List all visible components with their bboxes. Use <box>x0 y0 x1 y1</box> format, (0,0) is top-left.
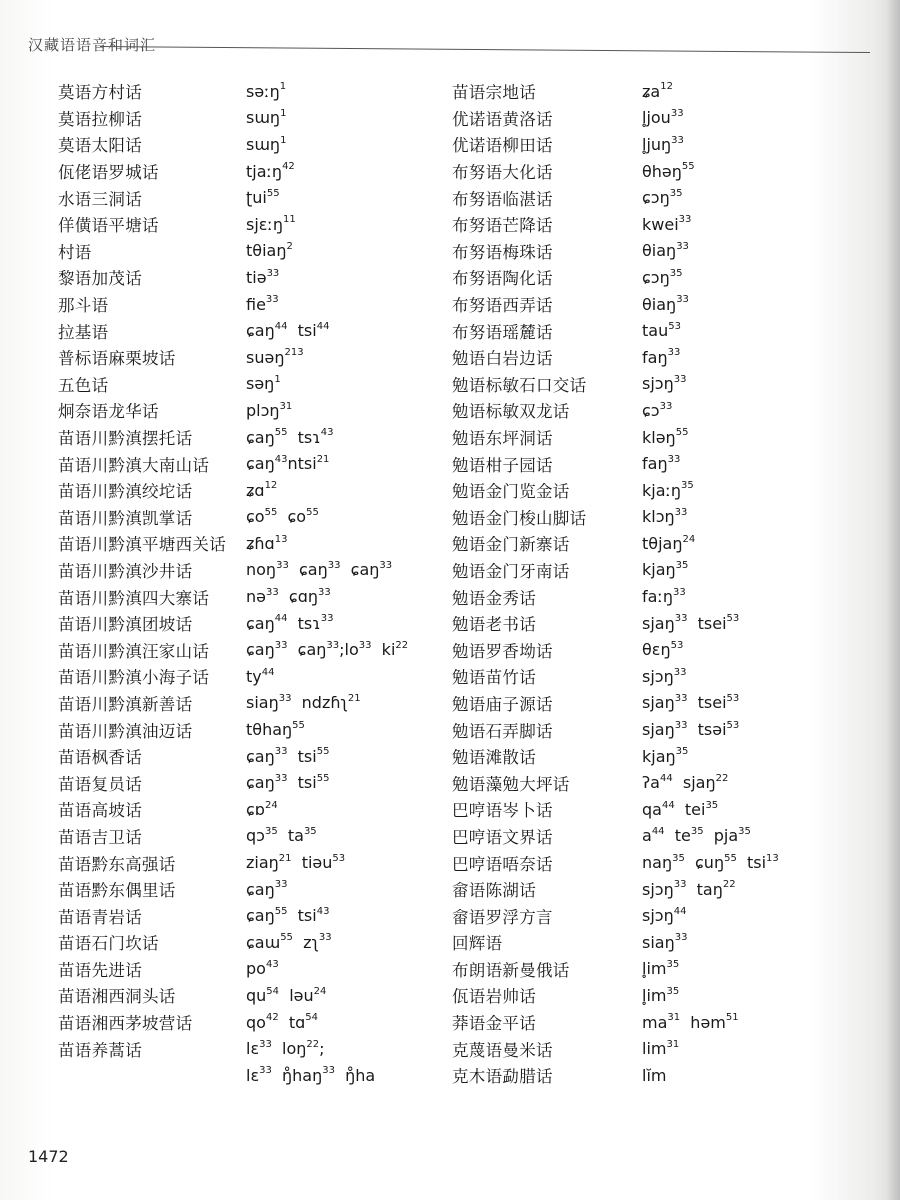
dialect-name: 五色话 <box>58 375 109 395</box>
dialect-name: 苗语青岩话 <box>58 907 142 927</box>
ipa-transcription: tθiaŋ$^2$ <box>246 241 293 261</box>
entry-row <box>58 610 438 637</box>
ipa-transcription: plɔŋ$^{31}$ <box>246 400 293 420</box>
dialect-name: 苗语黔东偶里话 <box>58 881 176 901</box>
entry-row <box>452 184 872 211</box>
entry-row <box>58 78 438 105</box>
ipa-transcription: sɯŋ$^1$ <box>246 108 287 128</box>
entry-row <box>58 238 438 265</box>
dialect-name: 苗语高坡话 <box>58 801 142 821</box>
entry-row <box>452 317 872 344</box>
dialect-name: 勉语标敏双龙话 <box>452 402 570 422</box>
ipa-transcription: tau$^{53}$ <box>642 320 681 341</box>
entry-row <box>58 663 438 690</box>
ipa-transcription: tjaːŋ$^{42}$ <box>246 161 295 181</box>
dialect-name: 苗语先进话 <box>58 960 142 980</box>
entry-row <box>58 1062 438 1089</box>
ipa-transcription: sjaŋ$^{33}$ tsəi$^{53}$ <box>642 719 740 740</box>
entry-row <box>452 424 872 451</box>
running-head: 汉藏语语音和词汇 <box>28 36 157 54</box>
ipa-transcription: lɛ$^{33}$ ŋ̊haŋ$^{33}$ ŋ̊ha <box>246 1065 376 1085</box>
dialect-name: 布努语瑶麓话 <box>452 322 553 342</box>
dialect-name: 勉语石弄脚话 <box>452 721 553 741</box>
ipa-transcription: faːŋ$^{33}$ <box>642 586 686 607</box>
entry-row <box>58 902 438 929</box>
ipa-transcription: qɔ$^{35}$ $ta^{35}$ <box>246 826 317 846</box>
ipa-transcription: θɛŋ$^{53}$ <box>642 639 684 660</box>
ipa-transcription: kjaːŋ$^{35}$ <box>642 480 694 500</box>
entry-row <box>58 105 438 132</box>
ipa-transcription: $po^{43}$ <box>246 959 279 979</box>
dialect-name: 布努语大化话 <box>452 163 553 183</box>
ipa-transcription: səːŋ$^1$ <box>246 81 287 101</box>
entry-row <box>452 78 872 105</box>
ipa-transcription: $l̥im^{35}$ <box>642 985 680 1005</box>
ipa-transcription: ɕaŋ$^{33}$ <box>246 879 288 899</box>
entry-row <box>452 876 872 903</box>
dialect-name: 苗语川黔滇凯掌话 <box>58 508 193 528</box>
entry-row <box>452 1062 872 1089</box>
entry-row <box>58 424 438 451</box>
ipa-transcription: səŋ$^1$ <box>246 374 281 394</box>
entry-row <box>58 317 438 344</box>
dialect-name: 苗语川黔滇绞坨话 <box>58 482 193 502</box>
dialect-name: 佤佬语罗城话 <box>58 163 159 183</box>
entry-row <box>452 743 872 770</box>
dialect-name: 布努语临湛话 <box>452 189 553 209</box>
dialect-name: 苗语湘西洞头话 <box>58 987 176 1007</box>
ipa-transcription: tiə$^{33}$ <box>246 267 280 287</box>
entry-row <box>452 583 872 610</box>
dialect-name: 苗语枫香话 <box>58 748 142 768</box>
ipa-transcription: ʑa$^{12}$ <box>642 81 673 101</box>
dialect-name: 勉语罗香坳话 <box>452 641 553 661</box>
entry-row <box>58 1035 438 1062</box>
entry-row <box>58 291 438 318</box>
ipa-transcription: ɕaŋ$^{44}$ tsi$^{44}$ <box>246 320 330 341</box>
entry-row <box>452 982 872 1009</box>
dialect-name: 回辉语 <box>452 934 503 954</box>
dialect-name: 苗语川黔滇油迈话 <box>58 721 193 741</box>
entry-row <box>58 184 438 211</box>
entry-row <box>452 636 872 663</box>
dialect-name: 克蔑语曼米话 <box>452 1040 553 1060</box>
dialect-name: 苗语石门坎话 <box>58 934 159 954</box>
dialect-name: 勉语滩散话 <box>452 748 536 768</box>
dialect-name: 那斗语 <box>58 296 109 316</box>
entry-row <box>58 690 438 717</box>
ipa-transcription: suəŋ$^{213}$ <box>246 347 304 367</box>
entry-row <box>58 823 438 850</box>
ipa-transcription: ɕɔŋ$^{35}$ <box>642 187 683 208</box>
ipa-transcription: ʈui$^{55}$ <box>246 187 280 208</box>
dialect-name: 苗语湘西茅坡营话 <box>58 1014 193 1034</box>
ipa-transcription: sjɔŋ$^{44}$ <box>642 905 687 926</box>
ipa-transcription: siaŋ$^{33}$ <box>642 932 688 952</box>
dialect-name: 勉语柑子园话 <box>452 455 553 475</box>
entry-row <box>452 1009 872 1036</box>
entry-row <box>452 716 872 743</box>
entry-row <box>58 158 438 185</box>
dialect-name: 勉语金门览金话 <box>452 482 570 502</box>
dialect-name: 勉语金秀话 <box>452 588 536 608</box>
dialect-name: 布努语陶化话 <box>452 269 553 289</box>
entry-row <box>58 131 438 158</box>
ipa-transcription: klɔŋ$^{33}$ <box>642 506 688 527</box>
ipa-transcription: naŋ$^{35}$ ɕuŋ$^{55}$ tsi$^{13}$ <box>642 852 779 873</box>
ipa-transcription: $qu^{54}$ ləu$^{24}$ <box>246 985 327 1005</box>
ipa-transcription: ɕaŋ$^{33}$ $ɕaŋ^{33};lo^{33}$ $ki^{22}$ <box>246 639 409 660</box>
entry-row <box>58 211 438 238</box>
ipa-transcription: ɕaŋ$^{55}$ tsi$^{43}$ <box>246 905 330 926</box>
page-number: 1472 <box>28 1147 69 1166</box>
ipa-transcription: siaŋ$^{33}$ ndzɦʅ$^{21}$ <box>246 693 361 713</box>
ipa-transcription: ɕɒ$^{24}$ <box>246 799 278 819</box>
ipa-transcription: l̥juŋ$^{33}$ <box>642 134 684 154</box>
dialect-name: 村语 <box>58 242 92 262</box>
ipa-transcription: ɕaɯ$^{55}$ zʅ$^{33}$ <box>246 932 332 952</box>
dialect-name: 优诺语柳田话 <box>452 136 553 156</box>
ipa-transcription: ʑɑ$^{12}$ <box>246 480 278 500</box>
entry-row <box>452 291 872 318</box>
page-edge-shadow <box>886 0 900 1200</box>
entry-row <box>58 929 438 956</box>
dialect-name: 水语三洞话 <box>58 189 142 209</box>
ipa-transcription: kwei$^{33}$ <box>642 214 692 234</box>
dialect-name: 苗语川黔滇摆托话 <box>58 429 193 449</box>
ipa-transcription: ɕɔ$^{33}$ <box>642 400 673 420</box>
dialect-name: 勉语白岩边话 <box>452 349 553 369</box>
dialect-name: 畲语陈湖话 <box>452 881 536 901</box>
ipa-transcription: ɕo$^{55}$ ɕo$^{55}$ <box>246 506 319 527</box>
dialect-name: 炯奈语龙华话 <box>58 402 159 422</box>
ipa-transcription: $l̥im^{35}$ <box>642 959 680 979</box>
dialect-name: 莽语金平话 <box>452 1014 536 1034</box>
dialect-name: 苗语川黔滇四大寨话 <box>58 588 210 608</box>
dialect-name: 布努语西弄话 <box>452 296 553 316</box>
ipa-transcription: lɛ$^{33}$ loŋ$^{22}$; <box>246 1038 325 1059</box>
ipa-transcription: $a^{44}$ $te^{35}$ pja$^{35}$ <box>642 826 751 846</box>
dialect-name: 普标语麻栗坡话 <box>58 349 176 369</box>
ipa-transcription: faŋ$^{33}$ <box>642 347 681 367</box>
ipa-transcription: θiaŋ$^{33}$ <box>642 294 689 314</box>
entry-row <box>58 769 438 796</box>
entry-row <box>58 796 438 823</box>
entry-row <box>58 716 438 743</box>
entry-row <box>452 690 872 717</box>
ipa-transcription: ʑɦɑ$^{13}$ <box>246 533 288 553</box>
ipa-transcription: l̥jou$^{33}$ <box>642 108 684 128</box>
ipa-transcription: θiaŋ$^{33}$ <box>642 241 689 261</box>
entry-row <box>452 530 872 557</box>
ipa-transcription: $ty^{44}$ <box>246 666 275 686</box>
ipa-transcription: sɯŋ$^1$ <box>246 134 287 154</box>
dialect-name: 勉语苗竹话 <box>452 668 536 688</box>
entry-row <box>58 450 438 477</box>
ipa-transcription: ɕaŋ$^{44}$ tsɿ$^{33}$ <box>246 613 334 633</box>
ipa-transcription: tθjaŋ$^{24}$ <box>642 533 696 553</box>
entry-row <box>452 610 872 637</box>
entry-row <box>452 371 872 398</box>
entry-row <box>452 477 872 504</box>
ipa-transcription: $qa^{44}$ tei$^{35}$ <box>642 799 719 819</box>
entry-row <box>452 211 872 238</box>
ipa-transcription: sjɛːŋ$^{11}$ <box>246 214 296 234</box>
ipa-transcription: tθhaŋ$^{55}$ <box>246 719 305 740</box>
entry-row <box>58 876 438 903</box>
ipa-transcription: kjaŋ$^{35}$ <box>642 746 689 766</box>
ipa-transcription: ziaŋ$^{21}$ tiəu$^{53}$ <box>246 852 346 873</box>
dialect-name: 莫语方村话 <box>58 83 142 103</box>
ipa-transcription: $ma^{31}$ həm$^{51}$ <box>642 1012 739 1032</box>
entry-row <box>58 636 438 663</box>
entry-row <box>58 371 438 398</box>
dialect-name: 苗语川黔滇团坡话 <box>58 615 193 635</box>
left-column <box>58 78 438 1089</box>
dialect-name: 佯僙语平塘话 <box>58 216 159 236</box>
entry-row <box>452 344 872 371</box>
dialect-name: 勉语标敏石口交话 <box>452 375 587 395</box>
entry-row <box>58 530 438 557</box>
dialect-name: 巴哼语文界话 <box>452 827 553 847</box>
ipa-transcription: ʔa$^{44}$ sjaŋ$^{22}$ <box>642 772 729 793</box>
dialect-name: 勉语金门新寨话 <box>452 535 570 555</box>
dialect-name: 莫语太阳话 <box>58 136 142 156</box>
dialect-name: 布朗语新曼俄话 <box>452 960 570 980</box>
entry-row <box>58 264 438 291</box>
dialect-name: 佤语岩帅话 <box>452 987 536 1007</box>
dialect-name: 巴哼语岑卜话 <box>452 801 553 821</box>
entry-row <box>58 583 438 610</box>
entry-row <box>452 105 872 132</box>
entry-row <box>452 1035 872 1062</box>
dialect-name: 布努语芒降话 <box>452 216 553 236</box>
dialect-name: 苗语复员话 <box>58 774 142 794</box>
ipa-transcription: faŋ$^{33}$ <box>642 453 681 474</box>
dialect-name: 苗语黔东高强话 <box>58 854 176 874</box>
ipa-transcription: noŋ$^{33}$ ɕaŋ$^{33}$ ɕaŋ$^{33}$ <box>246 560 393 580</box>
dialect-name: 勉语老书话 <box>452 615 536 635</box>
entry-row <box>58 397 438 424</box>
dialect-name: 巴哼语唔奈话 <box>452 854 553 874</box>
ipa-transcription: $\lim^{31}$ <box>642 1038 680 1059</box>
ipa-transcription: kjaŋ$^{35}$ <box>642 560 689 580</box>
ipa-transcription: sjɔŋ$^{33}$ taŋ$^{22}$ <box>642 879 736 899</box>
entry-row <box>452 663 872 690</box>
ipa-transcription: sjɔŋ$^{33}$ <box>642 666 687 686</box>
ipa-transcription: ɕaŋ$^{33}$ tsi$^{55}$ <box>246 772 330 793</box>
dialect-name: 勉语庙子源话 <box>452 694 553 714</box>
entry-row <box>452 557 872 584</box>
dialect-name: 苗语吉卫话 <box>58 827 142 847</box>
entry-row <box>58 1009 438 1036</box>
dialect-name: 勉语金门梭山脚话 <box>452 508 587 528</box>
dialect-name: 黎语加茂话 <box>58 269 142 289</box>
dialect-name: 勉语金门牙南话 <box>452 561 570 581</box>
entry-row <box>452 769 872 796</box>
entry-row <box>452 264 872 291</box>
entry-row <box>452 956 872 983</box>
entry-row <box>58 849 438 876</box>
dialect-name: 苗语养蒿话 <box>58 1040 142 1060</box>
entry-row <box>452 849 872 876</box>
dialect-name: 勉语藻勉大坪话 <box>452 774 570 794</box>
entry-row <box>58 557 438 584</box>
ipa-transcription: sjaŋ$^{33}$ tsei$^{53}$ <box>642 613 740 633</box>
ipa-transcription: kləŋ$^{55}$ <box>642 427 689 447</box>
entry-row <box>452 238 872 265</box>
ipa-transcription: θhəŋ$^{55}$ <box>642 161 695 181</box>
right-column <box>452 78 872 1089</box>
ipa-transcription: sjaŋ$^{33}$ tsei$^{53}$ <box>642 693 740 713</box>
entry-row <box>452 929 872 956</box>
entry-row <box>452 796 872 823</box>
entry-row <box>58 743 438 770</box>
dialect-name: 苗语川黔滇平塘西关话 <box>58 535 226 555</box>
entry-row <box>58 956 438 983</box>
ipa-transcription: ɕaŋ$^{55}$ tsɿ$^{43}$ <box>246 427 334 447</box>
ipa-transcription: ɕaŋ$^{43}$ntsi$^{21}$ <box>246 453 330 474</box>
dialect-name: 苗语川黔滇沙井话 <box>58 561 193 581</box>
dialect-name: 勉语东坪洞话 <box>452 429 553 449</box>
dialect-name: 拉基语 <box>58 322 109 342</box>
dialect-name: 苗语川黔滇汪家山话 <box>58 641 210 661</box>
dialect-name: 优诺语黄洛话 <box>452 109 553 129</box>
header-rule <box>100 46 870 53</box>
ipa-transcription: lĭm <box>642 1065 667 1085</box>
entry-row <box>452 450 872 477</box>
entry-row <box>452 397 872 424</box>
entry-row <box>58 504 438 531</box>
ipa-transcription: ɕɔŋ$^{35}$ <box>642 267 683 287</box>
ipa-transcription: fie$^{33}$ <box>246 294 279 314</box>
dialect-name: 苗语川黔滇大南山话 <box>58 455 210 475</box>
dialect-name: 布努语梅珠话 <box>452 242 553 262</box>
ipa-transcription: $qo^{42}$ tɑ$^{54}$ <box>246 1012 319 1032</box>
entry-row <box>58 982 438 1009</box>
ipa-transcription: nə$^{33}$ ɕɑŋ$^{33}$ <box>246 586 331 607</box>
entry-row <box>452 504 872 531</box>
ipa-transcription: sjɔŋ$^{33}$ <box>642 374 687 394</box>
dialect-name: 克木语勐腊话 <box>452 1067 553 1087</box>
entry-row <box>452 131 872 158</box>
ipa-transcription: ɕaŋ$^{33}$ tsi$^{55}$ <box>246 746 330 766</box>
dialect-name: 莫语拉柳话 <box>58 109 142 129</box>
entry-row <box>452 158 872 185</box>
dialect-name: 苗语川黔滇新善话 <box>58 694 193 714</box>
entry-row <box>58 477 438 504</box>
dialect-name: 苗语川黔滇小海子话 <box>58 668 210 688</box>
entry-row <box>58 344 438 371</box>
entry-row <box>452 902 872 929</box>
dialect-name: 畲语罗浮方言 <box>452 907 553 927</box>
dialect-name: 苗语宗地话 <box>452 83 536 103</box>
entry-row <box>452 823 872 850</box>
